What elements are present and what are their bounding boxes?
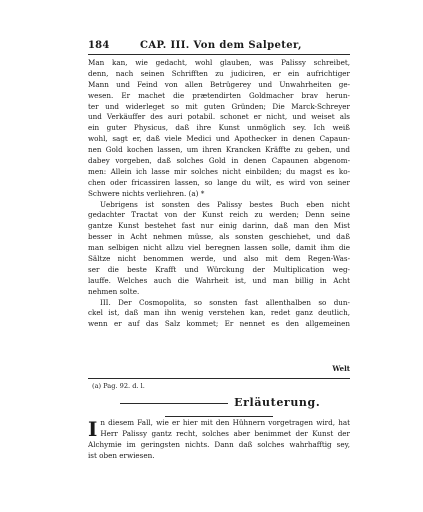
text-line: Mann und Feind von allen Betrügerey und Unwahrheiten ge- <box>88 79 350 89</box>
text-line: Alchymie im geringsten nichts. Dann daß solches wahrhafftig sey, <box>88 439 350 449</box>
text-line: n diesem Fall, wie er hier mit den Hühnern vorgetragen wird, hat <box>100 418 350 427</box>
heading-rule-right <box>165 416 273 417</box>
text-line: ist oben erwiesen. <box>88 450 155 460</box>
text-line: Schwere nichts verliehren. (a) * <box>88 188 205 198</box>
text-line: men: Allein ich lasse mir solches nicht einbilden; du magst es ko- <box>88 166 350 176</box>
text-line: Uebrigens ist sonsten des Palissy bestes Buch eben nicht <box>100 199 350 209</box>
section-text <box>88 418 350 462</box>
text-line: III. Der Cosmopolita, so sonsten fast allenthalben so dun- <box>100 297 350 307</box>
text-line: ter und widerleget so mit guten Gründen; Die Marck-Schreyer <box>88 101 350 111</box>
text-line: man selbigen nicht allzu viel beregnen lassen solle, damit ihm die <box>88 243 350 253</box>
text-line: und Verkäuffer des auri potabil. schonet er nicht, und weiset als <box>88 112 350 122</box>
drop-cap: I <box>88 417 98 441</box>
text-line: dabey vorgeben, daß solches Gold in denen Capaunen abgenom- <box>88 156 350 166</box>
text-line: Man kan, wie gedacht, wohl glauben, was Palissy schreibet, <box>88 58 350 67</box>
text-line: gedachter Tractat von der Kunst reich zu werden; Denn seine <box>88 210 350 220</box>
running-head: CAP. III. Von dem Salpeter, <box>140 40 302 51</box>
text-line: ckel ist, daß man ihn wenig verstehen kan, redet ganz deutlich, <box>88 308 350 318</box>
text-line: Sältze nicht benommen werde, und also mit dem Regen-Was- <box>88 254 350 264</box>
section-title: Erläuterung. <box>234 396 321 409</box>
text-line: ser die beste Krafft und Würckung der Multiplication weg- <box>88 264 350 274</box>
text-line: Herr Palissy gantz recht, solches aber benimmet der Kunst der <box>100 428 350 438</box>
text-line: ein guter Physicus, daß ihre Kunst unmöglich sey. Ich weiß <box>88 123 350 133</box>
text-line: wenn er auf das Salz kommet; Er nennet es den allgemeinen <box>88 319 350 329</box>
text-line: lauffe. Welches auch die Wahrheit ist, und man billig in Acht <box>88 275 350 285</box>
footnote-rule <box>88 378 350 379</box>
text-line: wohl, sagt er, daß viele Medici und Apothecker in denen Capaun- <box>88 134 350 144</box>
footnote: (a) Pag. 92. d. l. <box>92 382 145 390</box>
heading-rule-left <box>120 403 228 404</box>
text-line: besser in Acht nehmen müsse, als sonsten geschiehet, und daß <box>88 232 350 242</box>
page-header <box>88 40 350 54</box>
catchword: Welt <box>332 364 350 373</box>
header-rule <box>88 54 350 55</box>
text-line: denn, nach seinen Schrifften zu judiciren, er ein aufrichtiger <box>88 68 350 78</box>
text-line: nehmen solte. <box>88 286 140 296</box>
text-line: gantze Kunst bestehet fast nur einig darinn, daß man den Mist <box>88 221 350 231</box>
main-text <box>88 58 350 330</box>
text-line: chen oder fricassiren lassen, so lange du wilt, es wird von seiner <box>88 177 350 187</box>
page-number: 184 <box>88 40 110 51</box>
text-line: wesen. Er machet die prætendirten Goldmacher brav herun- <box>88 90 350 100</box>
text-line: nen Gold kochen lassen, um ihren Krancken Kräffte zu geben, und <box>88 145 350 155</box>
